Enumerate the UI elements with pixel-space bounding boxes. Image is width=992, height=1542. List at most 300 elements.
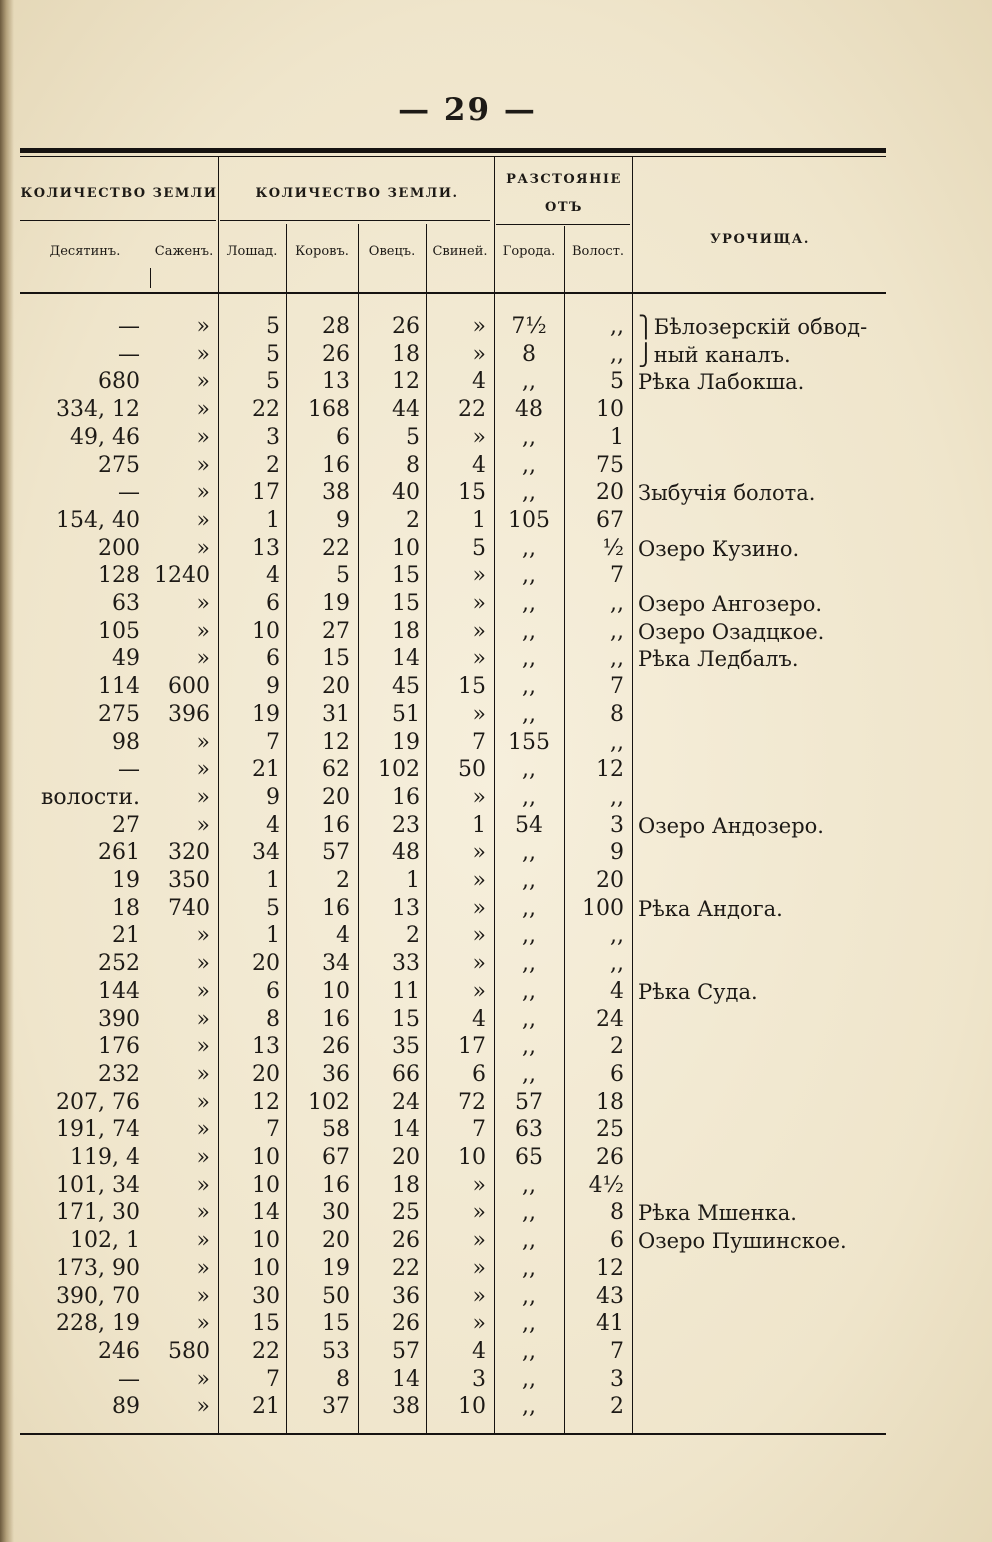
cell-horses: 9: [266, 784, 280, 810]
cell-volost: 3: [610, 812, 624, 838]
cell-cows: 50: [322, 1283, 350, 1309]
cell-desyatin: 144: [98, 978, 140, 1004]
cell-horses: 5: [266, 314, 280, 339]
cell-volost: 5: [610, 369, 624, 395]
cell-volost: 4½: [588, 1172, 624, 1198]
cell-sheep: 33: [392, 951, 420, 977]
cell-cows: 34: [322, 951, 350, 977]
cell-pigs: 50: [458, 757, 486, 783]
cell-sheep: 14: [392, 646, 420, 672]
cell-sazhen: »: [196, 369, 210, 395]
cell-sazhen: »: [196, 1283, 210, 1309]
cell-pigs: »: [472, 1228, 486, 1254]
cell-sheep: 10: [392, 535, 420, 561]
cell-volost: 8: [610, 1200, 624, 1226]
cell-pigs: »: [472, 1311, 486, 1337]
cell-urochishche: ⎫Бѣлозерскій обвод-: [638, 315, 868, 339]
cell-pigs: 1: [472, 507, 486, 533]
page-spine-edge: [0, 0, 14, 1542]
cell-town: ,,: [522, 1283, 536, 1309]
cell-sazhen: »: [196, 923, 210, 949]
cell-desyatin: 154, 40: [56, 507, 140, 533]
cell-town: ,,: [522, 674, 536, 700]
cell-sheep: 40: [392, 480, 420, 506]
cell-sazhen: »: [196, 646, 210, 672]
cell-pigs: »: [472, 784, 486, 810]
cell-volost: ,,: [610, 923, 624, 949]
cell-town: 8: [522, 341, 536, 367]
cell-pigs: »: [472, 868, 486, 893]
cell-sazhen: »: [196, 812, 210, 838]
cell-cows: 22: [322, 535, 350, 561]
cell-town: ,,: [522, 1034, 536, 1060]
cell-sazhen: »: [196, 1006, 210, 1032]
cell-volost: 43: [596, 1283, 624, 1309]
cell-horses: 4: [266, 563, 280, 589]
cell-sheep: 18: [392, 1172, 420, 1198]
header-livestock-quantity: КОЛИЧЕСТВО ЗЕМЛИ.: [255, 186, 459, 201]
cell-sazhen: 600: [168, 674, 210, 700]
cell-cows: 15: [322, 1311, 350, 1337]
cell-sheep: 11: [392, 978, 420, 1004]
cell-volost: ½: [602, 535, 624, 561]
cell-pigs: 72: [458, 1089, 486, 1115]
cell-desyatin: 275: [98, 701, 140, 727]
col-header-sazhen: Саженъ.: [154, 244, 214, 259]
cell-cows: 20: [322, 1228, 350, 1254]
cell-horses: 34: [252, 840, 280, 866]
cell-volost: 4: [610, 978, 624, 1004]
cell-cows: 20: [322, 674, 350, 700]
cell-sazhen: »: [196, 978, 210, 1004]
distance-group-underline: [496, 224, 630, 225]
cell-volost: 26: [596, 1145, 624, 1170]
cell-pigs: 17: [458, 1034, 486, 1060]
cell-town: ,,: [522, 1228, 536, 1254]
cell-desyatin: —: [118, 757, 140, 783]
cell-pigs: 10: [458, 1394, 486, 1420]
cell-sazhen: »: [196, 1366, 210, 1392]
cell-desyatin: 98: [112, 729, 140, 755]
cell-volost: 24: [596, 1006, 624, 1032]
cell-volost: 6: [610, 1061, 624, 1087]
cell-volost: 12: [596, 757, 624, 783]
cell-desyatin: 390: [98, 1006, 140, 1032]
cell-volost: 18: [596, 1089, 624, 1115]
cell-pigs: »: [472, 840, 486, 866]
cell-cows: 19: [322, 591, 350, 616]
cell-horses: 20: [252, 1061, 280, 1087]
cell-town: ,,: [522, 1338, 536, 1364]
cell-desyatin: 128: [98, 563, 140, 589]
cell-sazhen: »: [196, 1255, 210, 1281]
cell-pigs: 15: [458, 674, 486, 700]
cell-cows: 31: [322, 701, 350, 727]
cell-desyatin: 21: [112, 923, 140, 949]
cell-volost: 9: [610, 840, 624, 866]
cell-cows: 58: [322, 1117, 350, 1143]
cell-sazhen: 350: [168, 868, 210, 893]
cell-sheep: 16: [392, 784, 420, 810]
cell-pigs: »: [472, 1283, 486, 1309]
cell-horses: 6: [266, 591, 280, 616]
cell-horses: 15: [252, 1311, 280, 1337]
cell-sheep: 26: [392, 314, 420, 339]
cell-town: ,,: [522, 868, 536, 893]
cell-horses: 8: [266, 1006, 280, 1032]
cell-sazhen: »: [196, 424, 210, 450]
cell-pigs: »: [472, 424, 486, 450]
land-group-underline: [20, 220, 216, 221]
cell-cows: 16: [322, 895, 350, 921]
cell-horses: 5: [266, 341, 280, 367]
cell-sazhen: »: [196, 729, 210, 755]
cell-sheep: 12: [392, 369, 420, 395]
cell-sazhen: »: [196, 1145, 210, 1170]
cell-cows: 13: [322, 369, 350, 395]
col-header-pigs: Свиней.: [432, 244, 488, 259]
col-divider: [150, 268, 151, 288]
cell-pigs: 10: [458, 1145, 486, 1170]
cell-town: 54: [515, 812, 543, 838]
cell-sazhen: »: [196, 1311, 210, 1337]
cell-sheep: 14: [392, 1117, 420, 1143]
cell-desyatin: 207, 76: [56, 1089, 140, 1115]
cell-pigs: »: [472, 591, 486, 616]
cell-volost: 75: [596, 452, 624, 478]
cell-volost: 7: [610, 563, 624, 589]
cell-sazhen: »: [196, 1061, 210, 1087]
cell-sheep: 25: [392, 1200, 420, 1226]
cell-volost: ,,: [610, 314, 624, 339]
cell-cows: 67: [322, 1145, 350, 1170]
cell-sheep: 18: [392, 341, 420, 367]
cell-volost: 20: [596, 868, 624, 893]
cell-cows: 26: [322, 341, 350, 367]
cell-sheep: 24: [392, 1089, 420, 1115]
cell-pigs: »: [472, 341, 486, 367]
cell-sheep: 15: [392, 591, 420, 616]
cell-sheep: 23: [392, 812, 420, 838]
cell-sheep: 45: [392, 674, 420, 700]
cell-desyatin: 275: [98, 452, 140, 478]
cell-cows: 30: [322, 1200, 350, 1226]
cell-volost: 25: [596, 1117, 624, 1143]
cell-desyatin: 49: [112, 646, 140, 672]
cell-cows: 19: [322, 1255, 350, 1281]
cell-horses: 14: [252, 1200, 280, 1226]
cell-desyatin: 390, 70: [56, 1283, 140, 1309]
cell-pigs: »: [472, 923, 486, 949]
cell-volost: 12: [596, 1255, 624, 1281]
table-top-rule: [20, 148, 886, 153]
cell-pigs: »: [472, 646, 486, 672]
cell-desyatin: 252: [98, 951, 140, 977]
cell-sheep: 36: [392, 1283, 420, 1309]
cell-town: ,,: [522, 1172, 536, 1198]
cell-pigs: 6: [472, 1061, 486, 1087]
cell-town: ,,: [522, 369, 536, 395]
cell-cows: 16: [322, 1006, 350, 1032]
cell-horses: 10: [252, 1255, 280, 1281]
cell-sazhen: »: [196, 452, 210, 478]
cell-sheep: 22: [392, 1255, 420, 1281]
cell-volost: 100: [582, 895, 624, 921]
cell-volost: ,,: [610, 729, 624, 755]
cell-desyatin: 18: [112, 895, 140, 921]
cell-desyatin: —: [118, 1366, 140, 1392]
cell-horses: 9: [266, 674, 280, 700]
cell-town: ,,: [522, 895, 536, 921]
cell-volost: 10: [596, 397, 624, 423]
cell-sheep: 5: [406, 424, 420, 450]
cell-town: ,,: [522, 563, 536, 589]
cell-sazhen: »: [196, 1034, 210, 1060]
cell-urochishche: Озеро Андозеро.: [638, 813, 824, 838]
cell-cows: 168: [308, 397, 350, 423]
cell-town: 105: [508, 507, 550, 533]
cell-sazhen: »: [196, 397, 210, 423]
cell-sheep: 2: [406, 923, 420, 949]
cell-sazhen: »: [196, 480, 210, 506]
cell-horses: 22: [252, 397, 280, 423]
cell-volost: ,,: [610, 591, 624, 616]
cell-sheep: 44: [392, 397, 420, 423]
cell-urochishche: Рѣка Ледбалъ.: [638, 647, 799, 672]
col-header-sheep: Овецъ.: [368, 244, 416, 259]
cell-pigs: 22: [458, 397, 486, 423]
col-divider: [632, 157, 633, 1433]
cell-pigs: »: [472, 563, 486, 589]
header-land-quantity: КОЛИЧЕСТВО ЗЕМЛИ: [20, 186, 218, 201]
cell-sheep: 20: [392, 1145, 420, 1170]
cell-town: ,,: [522, 840, 536, 866]
cell-sazhen: »: [196, 507, 210, 533]
cell-volost: 67: [596, 507, 624, 533]
cell-sazhen: »: [196, 1394, 210, 1420]
cell-desyatin: 89: [112, 1394, 140, 1420]
cell-horses: 22: [252, 1338, 280, 1364]
cell-pigs: 7: [472, 729, 486, 755]
cell-horses: 7: [266, 1366, 280, 1392]
cell-town: 65: [515, 1145, 543, 1170]
cell-desyatin: 27: [112, 812, 140, 838]
col-header-cows: Коровъ.: [295, 244, 349, 259]
cell-sazhen: »: [196, 341, 210, 367]
cell-cows: 10: [322, 978, 350, 1004]
cell-town: ,,: [522, 1200, 536, 1226]
table-top-rule-thin: [20, 156, 886, 157]
cell-sheep: 26: [392, 1311, 420, 1337]
cell-town: ,,: [522, 480, 536, 506]
cell-desyatin: волости.: [41, 784, 140, 810]
header-distance-from: ОТЪ: [545, 200, 583, 215]
cell-town: ,,: [522, 1255, 536, 1281]
cell-sheep: 8: [406, 452, 420, 478]
cell-cows: 36: [322, 1061, 350, 1087]
header-distance: РАЗСТОЯНІЕ: [506, 172, 622, 187]
cell-sazhen: »: [196, 757, 210, 783]
cell-cows: 38: [322, 480, 350, 506]
cell-sheep: 48: [392, 840, 420, 866]
page-number: — 29 —: [398, 92, 537, 128]
table-bottom-rule: [20, 1433, 886, 1435]
cell-town: 63: [515, 1117, 543, 1143]
cell-urochishche: Рѣка Лабокша.: [638, 370, 805, 395]
cell-horses: 10: [252, 1172, 280, 1198]
cell-horses: 7: [266, 1117, 280, 1143]
cell-sheep: 15: [392, 1006, 420, 1032]
cell-sazhen: 396: [168, 701, 210, 727]
cell-horses: 5: [266, 369, 280, 395]
cell-desyatin: —: [118, 480, 140, 506]
cell-cows: 37: [322, 1394, 350, 1420]
cell-sheep: 51: [392, 701, 420, 727]
cell-sazhen: »: [196, 1172, 210, 1198]
cell-pigs: »: [472, 895, 486, 921]
cell-pigs: »: [472, 978, 486, 1004]
cell-horses: 4: [266, 812, 280, 838]
cell-town: 7½: [511, 314, 547, 339]
cell-desyatin: 228, 19: [56, 1311, 140, 1337]
cell-cows: 15: [322, 646, 350, 672]
cell-sheep: 15: [392, 563, 420, 589]
cell-urochishche: Озеро Озадцкое.: [638, 619, 825, 644]
cell-town: ,,: [522, 591, 536, 616]
cell-sazhen: 320: [168, 840, 210, 866]
cell-cows: 6: [336, 424, 350, 450]
cell-volost: 7: [610, 674, 624, 700]
cell-town: ,,: [522, 1366, 536, 1392]
cell-desyatin: 102, 1: [70, 1228, 140, 1254]
cell-urochishche: Озеро Пушинское.: [638, 1229, 847, 1254]
cell-sazhen: »: [196, 951, 210, 977]
cell-horses: 13: [252, 535, 280, 561]
cell-cows: 53: [322, 1338, 350, 1364]
cell-pigs: 5: [472, 535, 486, 561]
cell-sazhen: 580: [168, 1338, 210, 1364]
cell-town: ,,: [522, 757, 536, 783]
cell-desyatin: 334, 12: [56, 397, 140, 423]
cell-urochishche: Озеро Кузино.: [638, 536, 800, 561]
cell-volost: 6: [610, 1228, 624, 1254]
cell-horses: 5: [266, 895, 280, 921]
cell-cows: 57: [322, 840, 350, 866]
cell-urochishche: ⎭ный каналъ.: [638, 342, 791, 367]
cell-pigs: 4: [472, 452, 486, 478]
cell-horses: 10: [252, 618, 280, 644]
cell-horses: 21: [252, 1394, 280, 1420]
cell-desyatin: —: [118, 341, 140, 367]
cell-sazhen: »: [196, 591, 210, 616]
cell-town: 155: [508, 729, 550, 755]
cell-volost: 8: [610, 701, 624, 727]
cell-horses: 10: [252, 1145, 280, 1170]
statistics-table: [20, 148, 886, 1436]
cell-pigs: 7: [472, 1117, 486, 1143]
col-header-town: Города.: [502, 244, 556, 259]
cell-sheep: 19: [392, 729, 420, 755]
cell-sheep: 2: [406, 507, 420, 533]
cell-cows: 16: [322, 1172, 350, 1198]
cell-sheep: 102: [378, 757, 420, 783]
cell-desyatin: 19: [112, 868, 140, 893]
cell-sheep: 14: [392, 1366, 420, 1392]
cell-town: ,,: [522, 452, 536, 478]
cell-pigs: »: [472, 1255, 486, 1281]
cell-sazhen: »: [196, 535, 210, 561]
cell-pigs: »: [472, 1200, 486, 1226]
cell-sazhen: 740: [168, 895, 210, 921]
cell-desyatin: 200: [98, 535, 140, 561]
cell-town: ,,: [522, 701, 536, 727]
cell-sazhen: »: [196, 618, 210, 644]
cell-sheep: 26: [392, 1228, 420, 1254]
cell-desyatin: 261: [98, 840, 140, 866]
cell-desyatin: 191, 74: [56, 1117, 140, 1143]
cell-cows: 4: [336, 923, 350, 949]
cell-sazhen: »: [196, 314, 210, 339]
livestock-group-underline: [220, 220, 490, 221]
table-header-rule: [20, 292, 886, 294]
cell-desyatin: 173, 90: [56, 1255, 140, 1281]
cell-cows: 2: [336, 868, 350, 893]
cell-volost: 2: [610, 1034, 624, 1060]
cell-pigs: 3: [472, 1366, 486, 1392]
cell-volost: 20: [596, 480, 624, 506]
cell-volost: 41: [596, 1311, 624, 1337]
cell-horses: 13: [252, 1034, 280, 1060]
cell-cows: 8: [336, 1366, 350, 1392]
cell-horses: 1: [266, 923, 280, 949]
col-header-desyatin: Десятинъ.: [49, 244, 121, 259]
col-header-horses: Лошад.: [226, 244, 278, 259]
cell-horses: 30: [252, 1283, 280, 1309]
cell-desyatin: —: [118, 314, 140, 339]
cell-horses: 1: [266, 507, 280, 533]
cell-desyatin: 114: [98, 674, 140, 700]
cell-horses: 19: [252, 701, 280, 727]
cell-horses: 7: [266, 729, 280, 755]
cell-sheep: 35: [392, 1034, 420, 1060]
cell-town: ,,: [522, 1006, 536, 1032]
cell-town: ,,: [522, 646, 536, 672]
cell-sheep: 38: [392, 1394, 420, 1420]
cell-cows: 20: [322, 784, 350, 810]
cell-volost: ,,: [610, 784, 624, 810]
cell-town: ,,: [522, 784, 536, 810]
cell-urochishche: Зыбучія болота.: [638, 481, 816, 506]
cell-horses: 3: [266, 424, 280, 450]
cell-pigs: 4: [472, 1006, 486, 1032]
header-urochishcha: УРОЧИЩА.: [710, 232, 810, 247]
cell-desyatin: 680: [98, 369, 140, 395]
cell-sheep: 57: [392, 1338, 420, 1364]
cell-sazhen: »: [196, 1228, 210, 1254]
cell-pigs: 1: [472, 812, 486, 838]
cell-volost: 3: [610, 1366, 624, 1392]
cell-desyatin: 119, 4: [70, 1145, 140, 1170]
cell-horses: 2: [266, 452, 280, 478]
cell-town: ,,: [522, 618, 536, 644]
cell-volost: ,,: [610, 646, 624, 672]
cell-cows: 16: [322, 452, 350, 478]
cell-volost: ,,: [610, 618, 624, 644]
cell-volost: 7: [610, 1338, 624, 1364]
cell-sheep: 1: [406, 868, 420, 893]
cell-pigs: »: [472, 951, 486, 977]
cell-horses: 6: [266, 646, 280, 672]
